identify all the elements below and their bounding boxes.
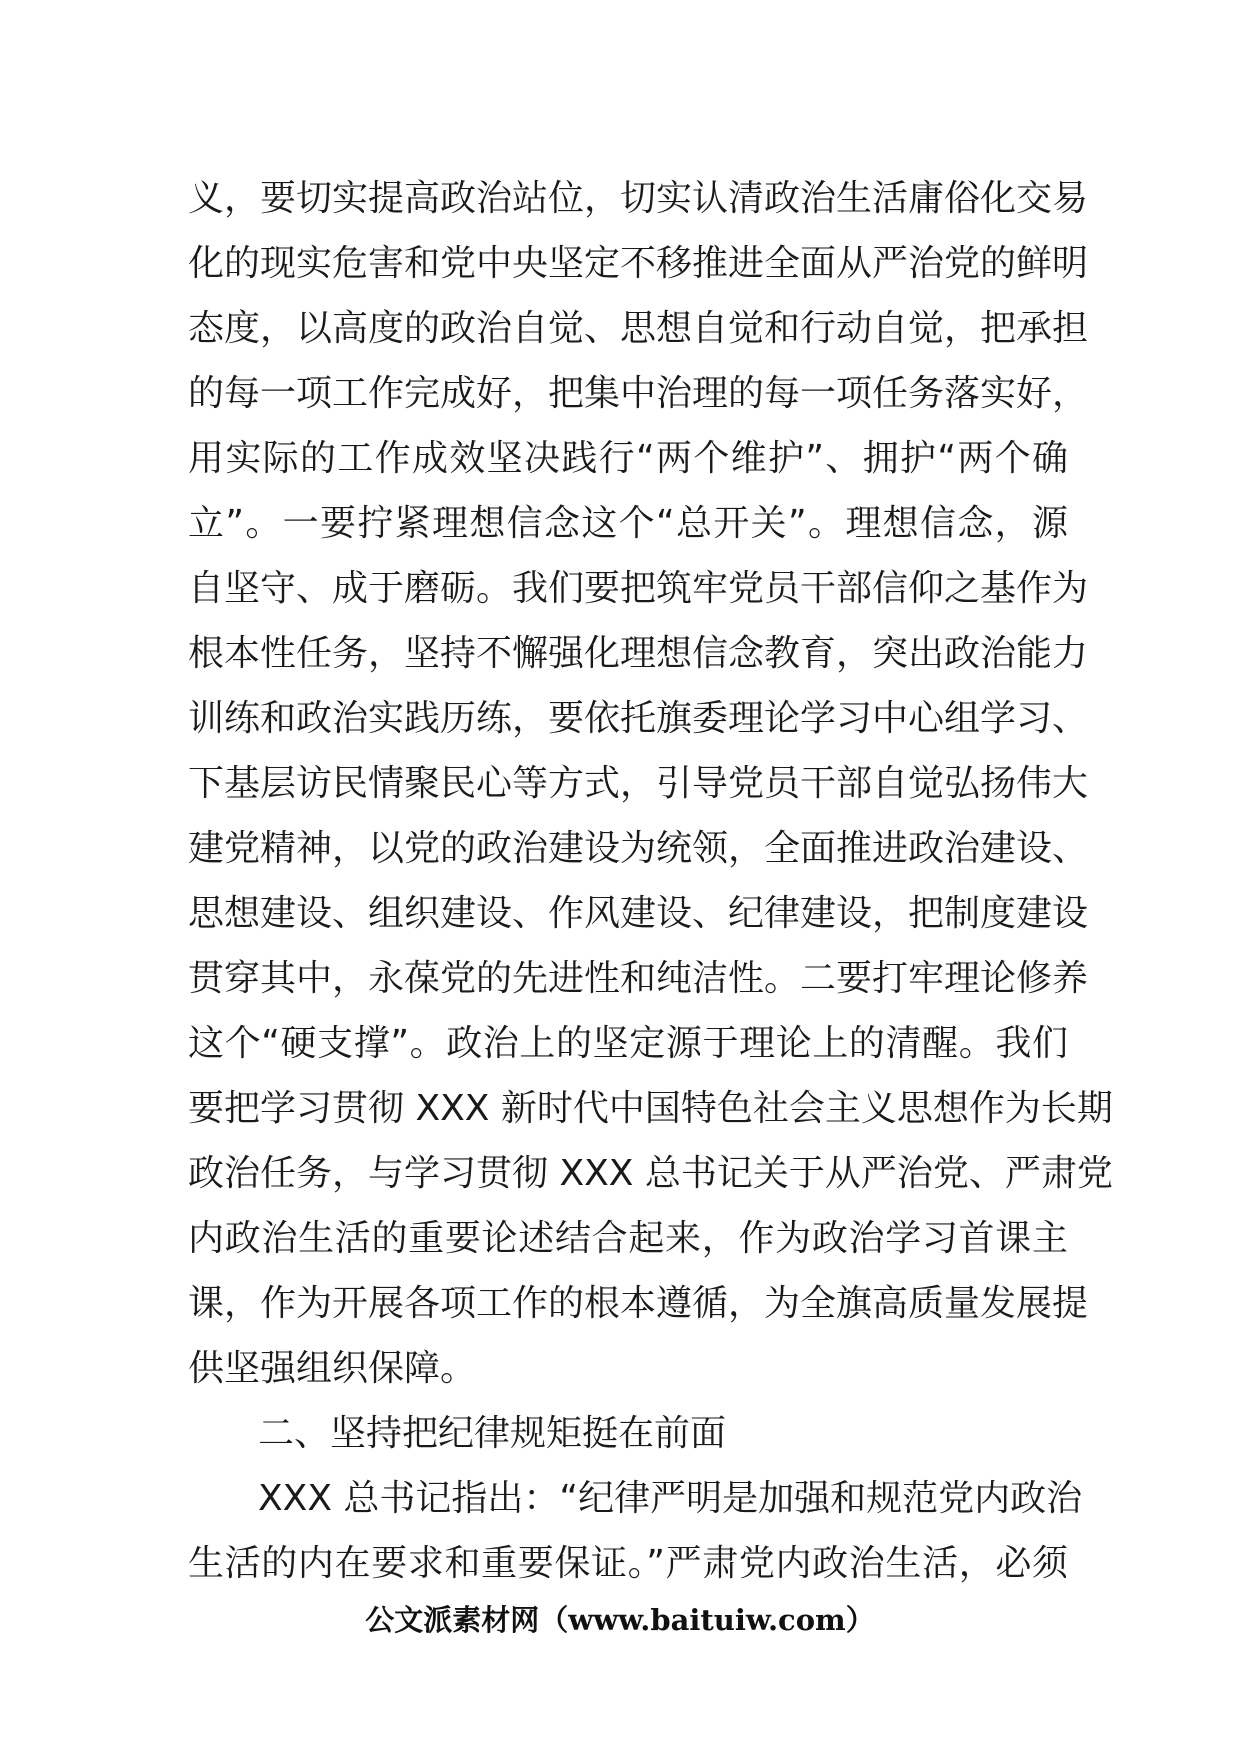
- text-line-12: 思想建设、组织建设、作风建设、纪律建设，把制度建设: [188, 893, 1089, 934]
- section-heading: 二、坚持把纪律规矩挺在前面: [258, 1413, 727, 1454]
- text-line-8: 根本性任务，坚持不懈强化理想信念教育，突出政治能力: [188, 633, 1089, 674]
- text-line-18: 课，作为开展各项工作的根本遵循，为全旗高质量发展提: [188, 1283, 1089, 1324]
- text-line-6: 立”。一要拧紧理想信念这个“总开关”。理想信念，源: [188, 503, 1068, 544]
- text-line-9: 训练和政治实践历练，要依托旗委理论学习中心组学习、: [188, 698, 1089, 739]
- text-line-13: 贯穿其中，永葆党的先进性和纯洁性。二要打牢理论修养: [188, 958, 1089, 999]
- text-line-4: 的每一项工作完成好，把集中治理的每一项任务落实好，: [188, 373, 1089, 414]
- footer-watermark: 公文派素材网（www.baituiw.com）: [365, 1603, 875, 1637]
- text-line-2: 化的现实危害和党中央坚定不移推进全面从严治党的鲜明: [188, 243, 1089, 284]
- text-line-21: XXX 总书记指出：“纪律严明是加强和规范党内政治: [258, 1478, 1083, 1519]
- text-line-17: 内政治生活的重要论述结合起来，作为政治学习首课主: [188, 1218, 1068, 1259]
- text-line-1: 义，要切实提高政治站位，切实认清政治生活庸俗化交易: [188, 178, 1089, 219]
- text-line-5: 用实际的工作成效坚决践行“两个维护”、拥护“两个确: [188, 438, 1068, 479]
- text-line-22: 生活的内在要求和重要保证。”严肃党内政治生活，必须: [188, 1543, 1068, 1584]
- text-line-3: 态度，以高度的政治自觉、思想自觉和行动自觉，把承担: [188, 308, 1089, 349]
- text-line-11: 建党精神，以党的政治建设为统领，全面推进政治建设、: [188, 828, 1089, 869]
- text-line-14: 这个“硬支撑”。政治上的坚定源于理论上的清醒。我们: [188, 1023, 1068, 1064]
- text-line-15: 要把学习贯彻 XXX 新时代中国特色社会主义思想作为长期: [188, 1088, 1113, 1129]
- text-line-16: 政治任务，与学习贯彻 XXX 总书记关于从严治党、严肃党: [188, 1153, 1113, 1194]
- text-line-19: 供坚强组织保障。: [188, 1348, 477, 1389]
- text-line-10: 下基层访民情聚民心等方式，引导党员干部自觉弘扬伟大: [188, 763, 1089, 804]
- text-line-7: 自坚守、成于磨砺。我们要把筑牢党员干部信仰之基作为: [188, 568, 1089, 609]
- body-text: [188, 166, 1113, 1596]
